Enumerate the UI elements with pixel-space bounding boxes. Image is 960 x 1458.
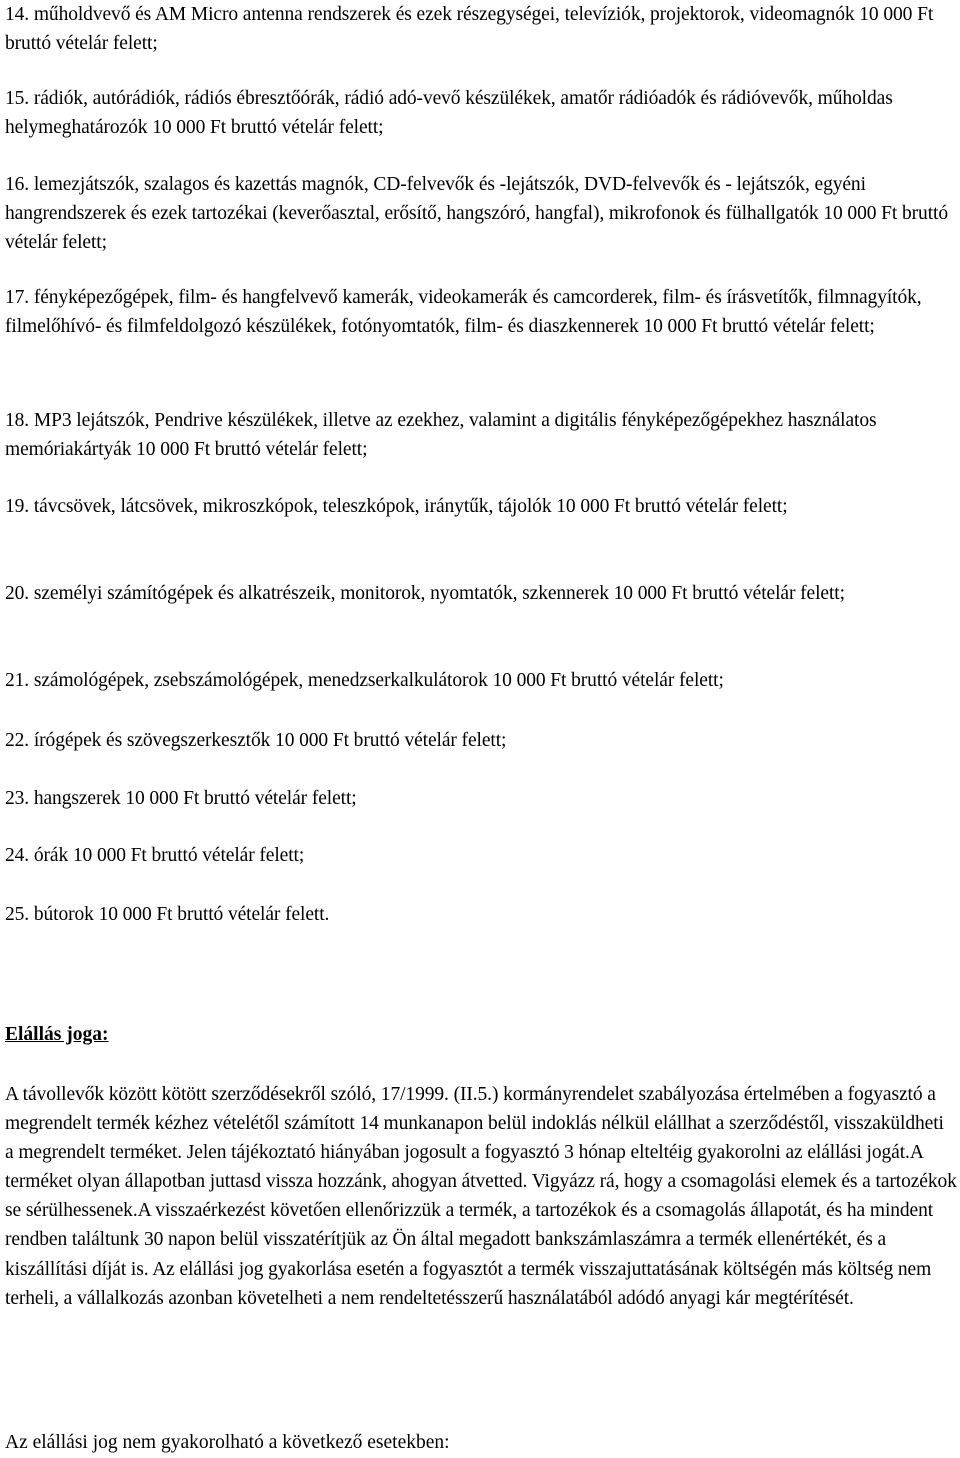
list-item: 14. műholdvevő és AM Micro antenna rendszerek és ezek részegységei, televíziók, projektorok, videomagnók 10 000 Ft bruttó vételár felett; <box>5 4 934 54</box>
section-paragraph: A távollevők között kötött szerződésekről szóló, 17/1999. (II.5.) kormányrendelet szabályozása értelmében a fogyasztó a megrendelt termék kézhez vételétől számított 14 munkanapon belül indoklás nélkül elállhat a szerződéstől, visszaküldheti a megrendelt terméket. Jelen tájékoztató hiányában jogosult a fogyasztó 3 hónap elteltéig gyakorolni az elállási jogát.A terméket olyan állapotban juttasd vissza hozzánk, ahogyan átvetted. Vigyázz rá, hogy a csomagolási elemek és a tartozékok se sérülhessenek.A visszaérkezést követően ellenőrizzük a termék, a tartozékok és a csomagolás állapotát, és ha mindent rendben találtunk 30 napon belül visszatérítjük az Ön által megadott bankszámlaszámra a termék ellenértékét, és a kiszállítási díját is. Az elállási jog gyakorlása esetén a fogyasztót a termék visszajuttatásának költségén más költség nem terheli, a vállalkozás azonban követelheti a nem rendeltetésszerű használatából adódó anyagi kár megtérítését. <box>5 1084 957 1309</box>
list-item: 16. lemezjátszók, szalagos és kazettás magnók, CD-felvevők és -lejátszók, DVD-felvevők és - lejátszók, egyéni hangrendszerek és ezek tartozékai (keverőasztal, erősítő, hangszóró, hangfal), mikrofonok és fülhallgatók 10 000 Ft bruttó vételár felett; <box>5 174 948 253</box>
list-item: 21. számológépek, zsebszámológépek, menedzserkalkulátorok 10 000 Ft bruttó vételár felett; <box>5 670 724 691</box>
list-item: 23. hangszerek 10 000 Ft bruttó vételár felett; <box>5 788 357 809</box>
list-item: 25. bútorok 10 000 Ft bruttó vételár felett. <box>5 904 330 925</box>
list-item: 20. személyi számítógépek és alkatrészeik, monitorok, nyomtatók, szkennerek 10 000 Ft bruttó vételár felett; <box>5 583 845 604</box>
list-item: 15. rádiók, autórádiók, rádiós ébresztőórák, rádió adó-vevő készülékek, amatőr rádióadók és rádióvevők, műholdas helymeghatározók 10 000 Ft bruttó vételár felett; <box>5 88 893 138</box>
list-item: 19. távcsövek, látcsövek, mikroszkópok, teleszkópok, iránytűk, tájolók 10 000 Ft bruttó vételár felett; <box>5 496 788 517</box>
list-item: 22. írógépek és szövegszerkesztők 10 000 Ft bruttó vételár felett; <box>5 730 507 751</box>
section-heading: Elállás joga: <box>5 1024 109 1045</box>
list-item: 24. órák 10 000 Ft bruttó vételár felett; <box>5 845 305 866</box>
list-item: 18. MP3 lejátszók, Pendrive készülékek, illetve az ezekhez, valamint a digitális fényképezőgépekhez használatos memóriakártyák 10 000 Ft bruttó vételár felett; <box>5 410 877 460</box>
list-item: 17. fényképezőgépek, film- és hangfelvevő kamerák, videokamerák és camcorderek, film- és írásvetítők, filmnagyítók, filmelőhívó- és filmfeldolgozó készülékek, fotónyomtatók, film- és diaszkennerek 10 000 Ft bruttó vételár felett; <box>5 287 922 337</box>
closing-paragraph: Az elállási jog nem gyakorolható a következő esetekben: <box>5 1432 450 1453</box>
